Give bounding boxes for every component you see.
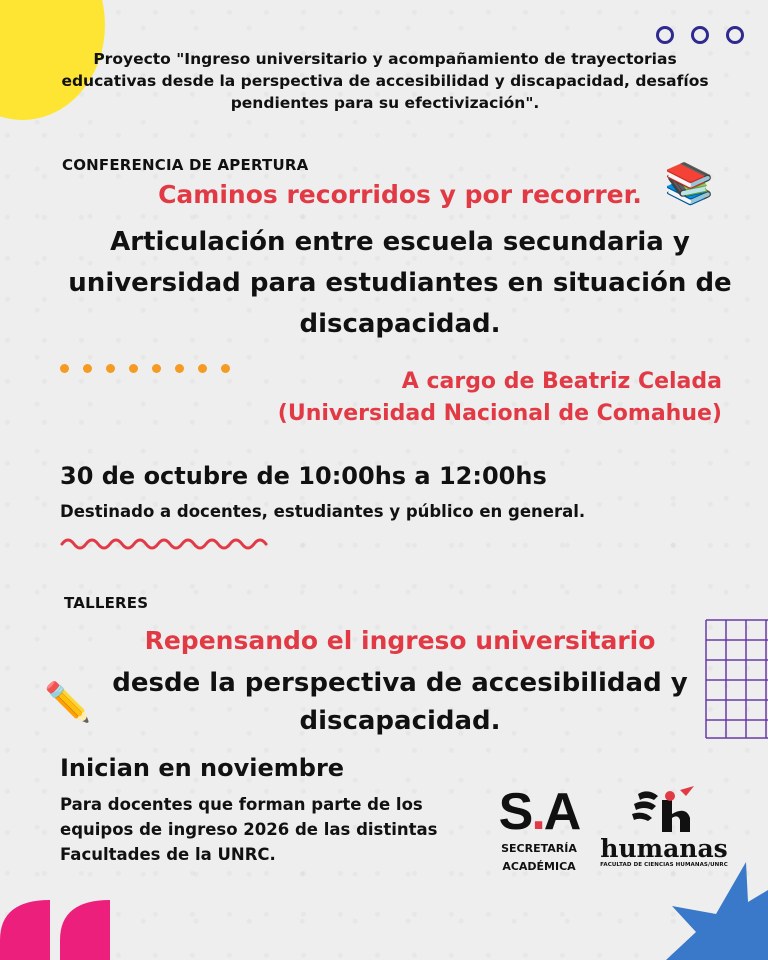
conference-subtitle: Articulación entre escuela secundaria y universidad para estudiantes en situación de discapacidad. xyxy=(68,227,732,339)
secretaria-academica-logo xyxy=(484,783,594,874)
sa-mark: S.A xyxy=(498,783,580,841)
sa-line2: ACADÉMICA xyxy=(502,860,576,873)
books-icon: 📚 xyxy=(664,161,714,207)
three-dots-icon xyxy=(656,26,744,44)
workshops-title: Repensando el ingreso universitario xyxy=(144,626,656,655)
pencil-icon: ✏️ xyxy=(44,680,92,724)
dot-ring xyxy=(691,26,709,44)
pink-shapes-decoration xyxy=(0,900,110,960)
conference-label: CONFERENCIA DE APERTURA xyxy=(62,156,309,174)
workshops-start: Inician en noviembre xyxy=(60,754,345,782)
speaker-name: A cargo de Beatriz Celada xyxy=(401,369,722,394)
orange-dots-decoration xyxy=(60,364,230,373)
humanas-emblem-icon xyxy=(624,786,704,832)
humanas-word: humanas xyxy=(600,834,728,863)
red-wave-decoration xyxy=(60,536,270,552)
workshops-subtitle: desde la perspectiva de accesibilidad y discapacidad. xyxy=(112,668,688,736)
humanas-logo xyxy=(600,786,728,868)
blue-star-decoration xyxy=(666,862,768,960)
conference-audience: Destinado a docentes, estudiantes y público en general. xyxy=(60,502,586,521)
workshops-label: TALLERES xyxy=(64,594,149,612)
speaker-block xyxy=(278,366,722,430)
workshops-target: Para docentes que forman parte de los equipos de ingreso 2026 de las distintas Facultades de la UNRC. xyxy=(60,795,438,864)
conference-date: 30 de octubre de 10:00hs a 12:00hs xyxy=(60,462,547,490)
sa-line1: SECRETARÍA xyxy=(501,842,577,855)
humanas-subtitle: FACULTAD DE CIENCIAS HUMANAS/UNRC xyxy=(600,862,728,868)
dot-ring xyxy=(726,26,744,44)
speaker-institution: (Universidad Nacional de Comahue) xyxy=(277,401,722,426)
dot-ring xyxy=(656,26,674,44)
project-title: Proyecto "Ingreso universitario y acompañamiento de trayectorias educativas desde la perspectiva de accesibilidad y discapacidad, desafíos pendientes para su efectivización". xyxy=(61,50,709,112)
conference-title: Caminos recorridos y por recorrer. xyxy=(158,180,642,209)
